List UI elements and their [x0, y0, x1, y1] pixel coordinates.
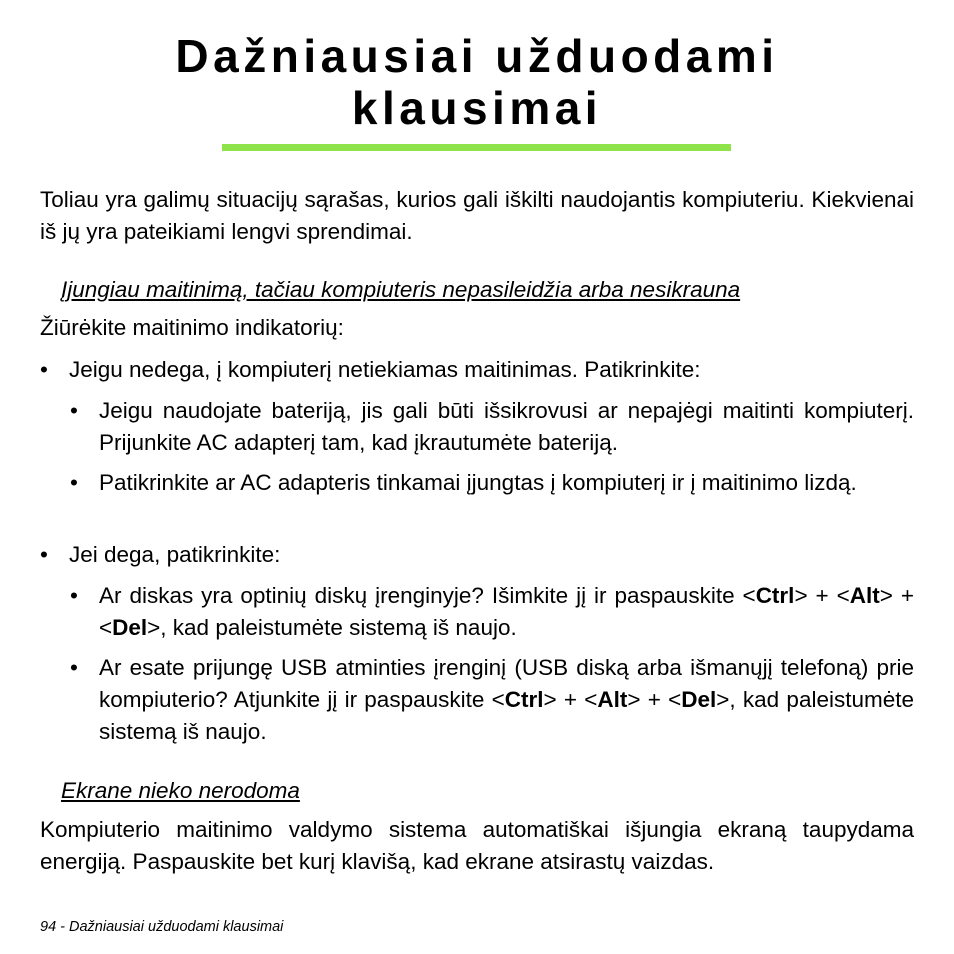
key-ctrl: Ctrl	[755, 583, 795, 608]
key-del: Del	[112, 615, 148, 640]
key-alt: Alt	[849, 583, 880, 608]
text-run: > + <	[99, 583, 914, 640]
bullet-icon: •	[70, 470, 78, 495]
screen-paragraph: Kompiuterio maitinimo valdymo sistema automatiškai išjungia ekraną taupydama energiją. Paspauskite bet kurį klavišą, kad ekrane atsirastų vaizdas.	[40, 817, 914, 874]
text-run: >, kad paleistumėte sistemą iš naujo.	[147, 615, 517, 640]
intro-paragraph: Toliau yra galimų situacijų sąrašas, kurios gali iškilti naudojantis kompiuteriu. Kiekvienai iš jų yra pateikiami lengvi sprendimai.	[40, 187, 914, 244]
text-run: >, kad paleistumėte sistemą iš naujo.	[99, 687, 915, 744]
bullet-icon: •	[70, 583, 78, 608]
text-run: Ar esate prijungę USB atminties įrenginį (USB diską arba išmanųjį telefoną) prie kompiuterio? Atjunkite jį ir paspauskite <	[99, 655, 914, 712]
power-indicator-lead: Žiūrėkite maitinimo indikatorių:	[40, 315, 344, 340]
page-title-line-2: klausimai	[351, 82, 603, 134]
bullet-icon: •	[40, 542, 48, 567]
text-run: > + <	[543, 687, 598, 712]
title-underline-bar	[222, 144, 731, 151]
key-ctrl: Ctrl	[504, 687, 544, 712]
text-run: Ar diskas yra optinių diskų įrenginyje? Išimkite jį ir paspauskite <	[99, 583, 756, 608]
text-run: > + <	[627, 687, 682, 712]
sub-list-item-text: Jeigu naudojate bateriją, jis gali būti išsikrovusi ar nepajėgi maitinti kompiuterį. Prijunkite AC adapterį tam, kad įkrautumėte bateriją.	[99, 398, 914, 455]
sub-list-item-text	[99, 580, 914, 644]
bullet-icon: •	[70, 655, 78, 680]
section-heading-power: Įjungiau maitinimą, tačiau kompiuteris nepasileidžia arba nesikrauna	[61, 277, 741, 302]
key-alt: Alt	[597, 687, 628, 712]
section-heading-screen: Ekrane nieko nerodoma	[61, 778, 300, 803]
sub-list-item-text: Patikrinkite ar AC adapteris tinkamai įjungtas į kompiuterį ir į maitinimo lizdą.	[99, 470, 857, 495]
page-footer: 94 - Dažniausiai užduodami klausimai	[40, 919, 284, 935]
bullet-icon: •	[70, 398, 78, 423]
list-item-text: Jei dega, patikrinkite:	[69, 542, 281, 567]
sub-list-item-text	[99, 652, 914, 748]
page-title	[40, 30, 914, 134]
key-del: Del	[681, 687, 717, 712]
bullet-icon: •	[40, 357, 48, 382]
list-item-text: Jeigu nedega, į kompiuterį netiekiamas maitinimas. Patikrinkite:	[69, 357, 701, 382]
page-title-line-1: Dažniausiai užduodami	[175, 30, 779, 82]
text-run: > + <	[794, 583, 850, 608]
